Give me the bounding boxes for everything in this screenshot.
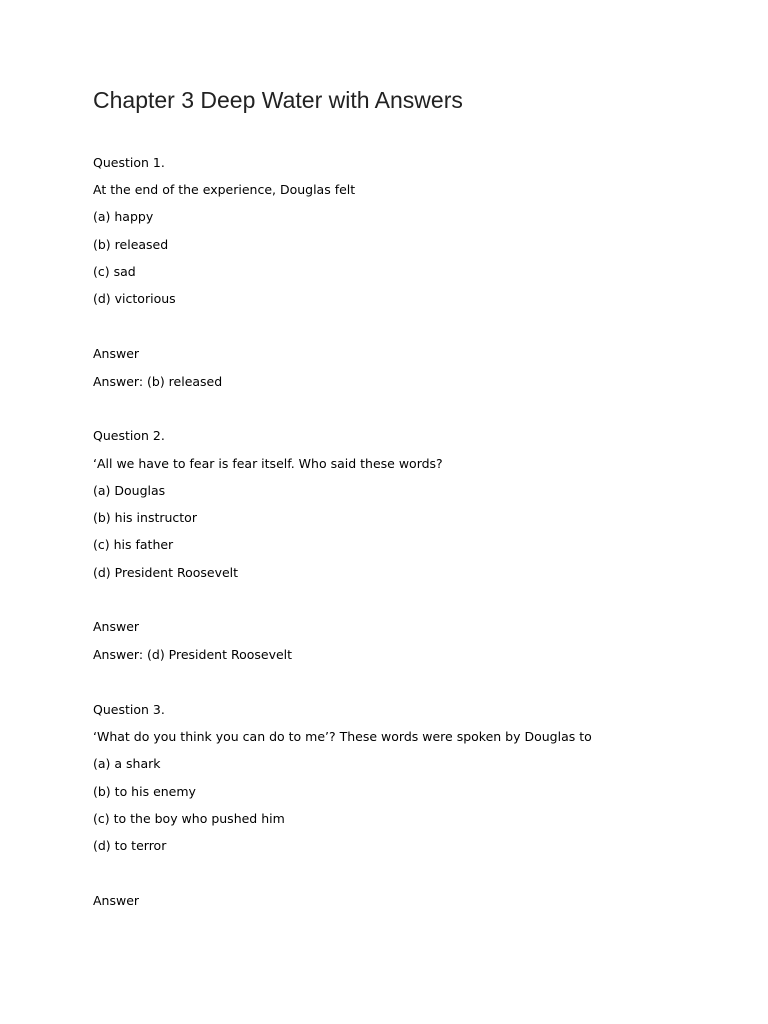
option-a: (a) happy (93, 209, 154, 224)
answer-heading: Answer (93, 893, 140, 908)
answer-text: Answer: (b) released (93, 374, 223, 389)
option-b: (b) his instructor (93, 510, 197, 525)
question-label: Question 2. (93, 428, 165, 443)
option-b: (b) to his enemy (93, 784, 196, 799)
option-d: (d) to terror (93, 838, 167, 853)
question-label: Question 3. (93, 702, 165, 717)
option-b: (b) released (93, 237, 169, 252)
answer-text: Answer: (d) President Roosevelt (93, 647, 293, 662)
option-d: (d) victorious (93, 291, 176, 306)
answer-heading: Answer (93, 346, 140, 361)
document-title: Chapter 3 Deep Water with Answers (93, 87, 463, 113)
question-text: At the end of the experience, Douglas felt (93, 182, 356, 197)
question-text: ‘What do you think you can do to me’? These words were spoken by Douglas to (93, 729, 592, 744)
option-d: (d) President Roosevelt (93, 565, 239, 580)
question-label: Question 1. (93, 155, 165, 170)
question-text: ‘All we have to fear is fear itself. Who said these words? (93, 456, 443, 471)
option-c: (c) sad (93, 264, 136, 279)
option-a: (a) Douglas (93, 483, 166, 498)
option-a: (a) a shark (93, 756, 161, 771)
answer-heading: Answer (93, 619, 140, 634)
option-c: (c) to the boy who pushed him (93, 811, 285, 826)
option-c: (c) his father (93, 537, 174, 552)
